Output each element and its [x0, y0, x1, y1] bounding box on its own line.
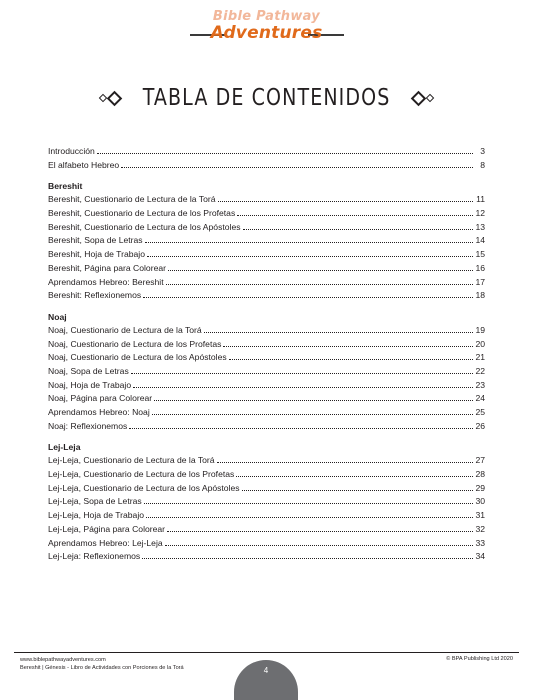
dot-leader: [165, 545, 473, 546]
page-number-tab: [234, 660, 298, 700]
footer-subtitle: Bereshit | Génesis - Libro de Actividades con Porciones de la Torá: [20, 665, 184, 671]
dot-leader: [166, 284, 473, 285]
toc-entry[interactable]: [48, 145, 485, 159]
dot-leader: [152, 414, 473, 415]
toc-entry-label: Aprendamos Hebreo: Noaj: [48, 407, 150, 417]
right-ornament-icon: [413, 93, 436, 104]
toc-section-heading: Noaj: [48, 311, 67, 322]
dot-leader: [243, 229, 473, 230]
toc-section-heading: Lej-Leja: [48, 442, 81, 453]
toc-entry[interactable]: [48, 207, 485, 221]
toc-entry-page: 8: [480, 159, 485, 170]
left-ornament-icon: [97, 93, 120, 104]
section-gap: [48, 303, 485, 311]
toc-entry-page: 22: [475, 365, 485, 376]
dot-leader: [237, 215, 473, 216]
dot-leader: [168, 270, 473, 271]
title-block: [0, 85, 533, 111]
toc-entry-label: Noaj, Cuestionario de Lectura de los Apóstoles: [48, 352, 227, 363]
toc-entry[interactable]: [48, 351, 485, 365]
dot-leader: [154, 400, 473, 401]
dot-leader: [218, 201, 473, 202]
footer-left: [20, 656, 184, 672]
toc-entry[interactable]: [48, 392, 485, 406]
toc-entry-page: 30: [475, 496, 485, 507]
brand-logo: [0, 10, 533, 43]
dot-leader: [204, 332, 473, 333]
dot-leader: [143, 297, 473, 298]
dot-leader: [133, 387, 473, 388]
dot-leader: [129, 428, 473, 429]
toc-entry-label: Noaj, Cuestionario de Lectura de los Profetas: [48, 338, 222, 349]
dot-leader: [97, 153, 473, 154]
toc-entry-label: Lej-Leja, Cuestionario de Lectura de la Torá: [48, 455, 215, 466]
toc-entry-label: Lej-Leja, Página para Colorear: [48, 523, 166, 534]
toc-entry-page: 12: [475, 208, 485, 219]
dot-leader: [242, 490, 473, 491]
toc-entry-label: El alfabeto Hebreo: [48, 159, 120, 170]
toc-entry[interactable]: [48, 420, 485, 434]
toc-entry-label: Lej-Leja, Cuestionario de Lectura de los Apóstoles: [48, 482, 240, 493]
toc-entry-label: Lej-Leja: Reflexionemos: [48, 551, 141, 562]
toc-entry-page: 16: [475, 262, 485, 273]
toc-entry[interactable]: [48, 468, 485, 482]
toc-entry-page: 32: [475, 523, 485, 534]
dot-leader: [229, 359, 473, 360]
toc-entry-label: Lej-Leja, Sopa de Letras: [48, 496, 142, 507]
toc-entry[interactable]: [48, 454, 485, 468]
toc-entry[interactable]: [48, 523, 485, 537]
toc-entry[interactable]: [48, 550, 485, 564]
toc-entry-label: Bereshit, Hoja de Trabajo: [48, 249, 145, 260]
toc-entry[interactable]: [48, 537, 485, 551]
toc-entry[interactable]: [48, 276, 485, 290]
page-title: TABLA DE CONTENIDOS: [142, 85, 391, 111]
toc-entry-page: 28: [475, 469, 485, 480]
toc-entry-page: 11: [476, 194, 485, 205]
toc-entry-page: 25: [475, 407, 485, 417]
toc-entry-label: Noaj, Sopa de Letras: [48, 365, 129, 376]
toc-entry-page: 23: [475, 379, 485, 390]
toc-entry[interactable]: [48, 324, 485, 338]
footer-copyright: © BPA Publishing Ltd 2020: [446, 656, 513, 662]
toc-entry-page: 34: [475, 551, 485, 562]
toc-entry[interactable]: [48, 234, 485, 248]
dot-leader: [121, 167, 473, 168]
toc-entry[interactable]: [48, 221, 485, 235]
logo-main-text: Adventures: [210, 23, 323, 43]
dot-leader: [236, 476, 473, 477]
toc-entry-label: Introducción: [48, 146, 95, 156]
dot-leader: [145, 242, 473, 243]
toc-entry-label: Bereshit, Sopa de Letras: [48, 235, 143, 246]
toc-entry-label: Bereshit, Cuestionario de Lectura de la Torá: [48, 194, 216, 205]
toc-section-heading: Bereshit: [48, 181, 83, 192]
toc-entry[interactable]: [48, 495, 485, 509]
toc-entry-page: 21: [475, 352, 485, 363]
toc-entry-page: 18: [475, 290, 485, 301]
toc-entry-page: 17: [475, 276, 485, 287]
dot-leader: [144, 503, 473, 504]
toc-entry[interactable]: [48, 482, 485, 496]
toc-entry[interactable]: [48, 509, 485, 523]
section-gap: [48, 433, 485, 441]
dot-leader: [146, 517, 473, 518]
toc-entry-page: 24: [475, 393, 485, 404]
toc-entry[interactable]: [48, 379, 485, 393]
toc-entry[interactable]: [48, 289, 485, 303]
dot-leader: [131, 373, 473, 374]
toc-entry-label: Bereshit, Cuestionario de Lectura de los Profetas: [48, 208, 236, 219]
toc-entry-page: 13: [475, 221, 485, 232]
section-gap: [48, 172, 485, 180]
toc-entry-page: 33: [475, 537, 485, 548]
dot-leader: [223, 346, 473, 347]
toc-entry-page: 29: [475, 482, 485, 493]
toc-entry[interactable]: [48, 248, 485, 262]
toc-entry-label: Noaj, Página para Colorear: [48, 393, 153, 404]
toc-entry-label: Aprendamos Hebreo: Bereshit: [48, 276, 164, 287]
toc-entry-label: Bereshit: Reflexionemos: [48, 290, 142, 301]
toc-entry-label: Noaj, Hoja de Trabajo: [48, 379, 132, 390]
toc-entry-label: Lej-Leja, Cuestionario de Lectura de los Profetas: [48, 469, 235, 480]
dot-leader: [147, 256, 473, 257]
toc-entry-label: Bereshit, Página para Colorear: [48, 262, 166, 273]
toc-entry-label: Bereshit, Cuestionario de Lectura de los Apóstoles: [48, 221, 241, 232]
toc-entry-page: 26: [475, 420, 485, 431]
toc-entry-page: 20: [475, 338, 485, 349]
toc-entry-label: Noaj: Reflexionemos: [48, 420, 128, 431]
toc-entry-page: 14: [475, 235, 485, 246]
footer-divider: [14, 652, 519, 653]
toc-entry-page: 31: [475, 510, 485, 521]
toc-entry-label: Noaj, Cuestionario de Lectura de la Torá: [48, 324, 202, 335]
toc-entry[interactable]: [48, 338, 485, 352]
toc-entry-label: Aprendamos Hebreo: Lej-Leja: [48, 537, 163, 548]
toc-entry[interactable]: [48, 159, 485, 173]
toc-entry[interactable]: [48, 365, 485, 379]
table-of-contents: [48, 145, 485, 564]
toc-entry-page: 3: [480, 146, 485, 156]
toc-entry[interactable]: [48, 193, 485, 207]
toc-entry[interactable]: [48, 406, 485, 420]
dot-leader: [167, 531, 473, 532]
toc-entry-label: Lej-Leja, Hoja de Trabajo: [48, 510, 145, 521]
footer-website[interactable]: www.biblepathwayadventures.com: [20, 657, 106, 663]
dot-leader: [142, 558, 473, 559]
toc-entry-page: 27: [475, 455, 485, 466]
logo-top-text: Bible Pathway: [212, 9, 321, 24]
toc-entry-page: 15: [475, 249, 485, 260]
toc-entry[interactable]: [48, 262, 485, 276]
toc-entry-page: 19: [475, 324, 485, 335]
dot-leader: [217, 462, 473, 463]
page-number: 4: [263, 666, 269, 675]
